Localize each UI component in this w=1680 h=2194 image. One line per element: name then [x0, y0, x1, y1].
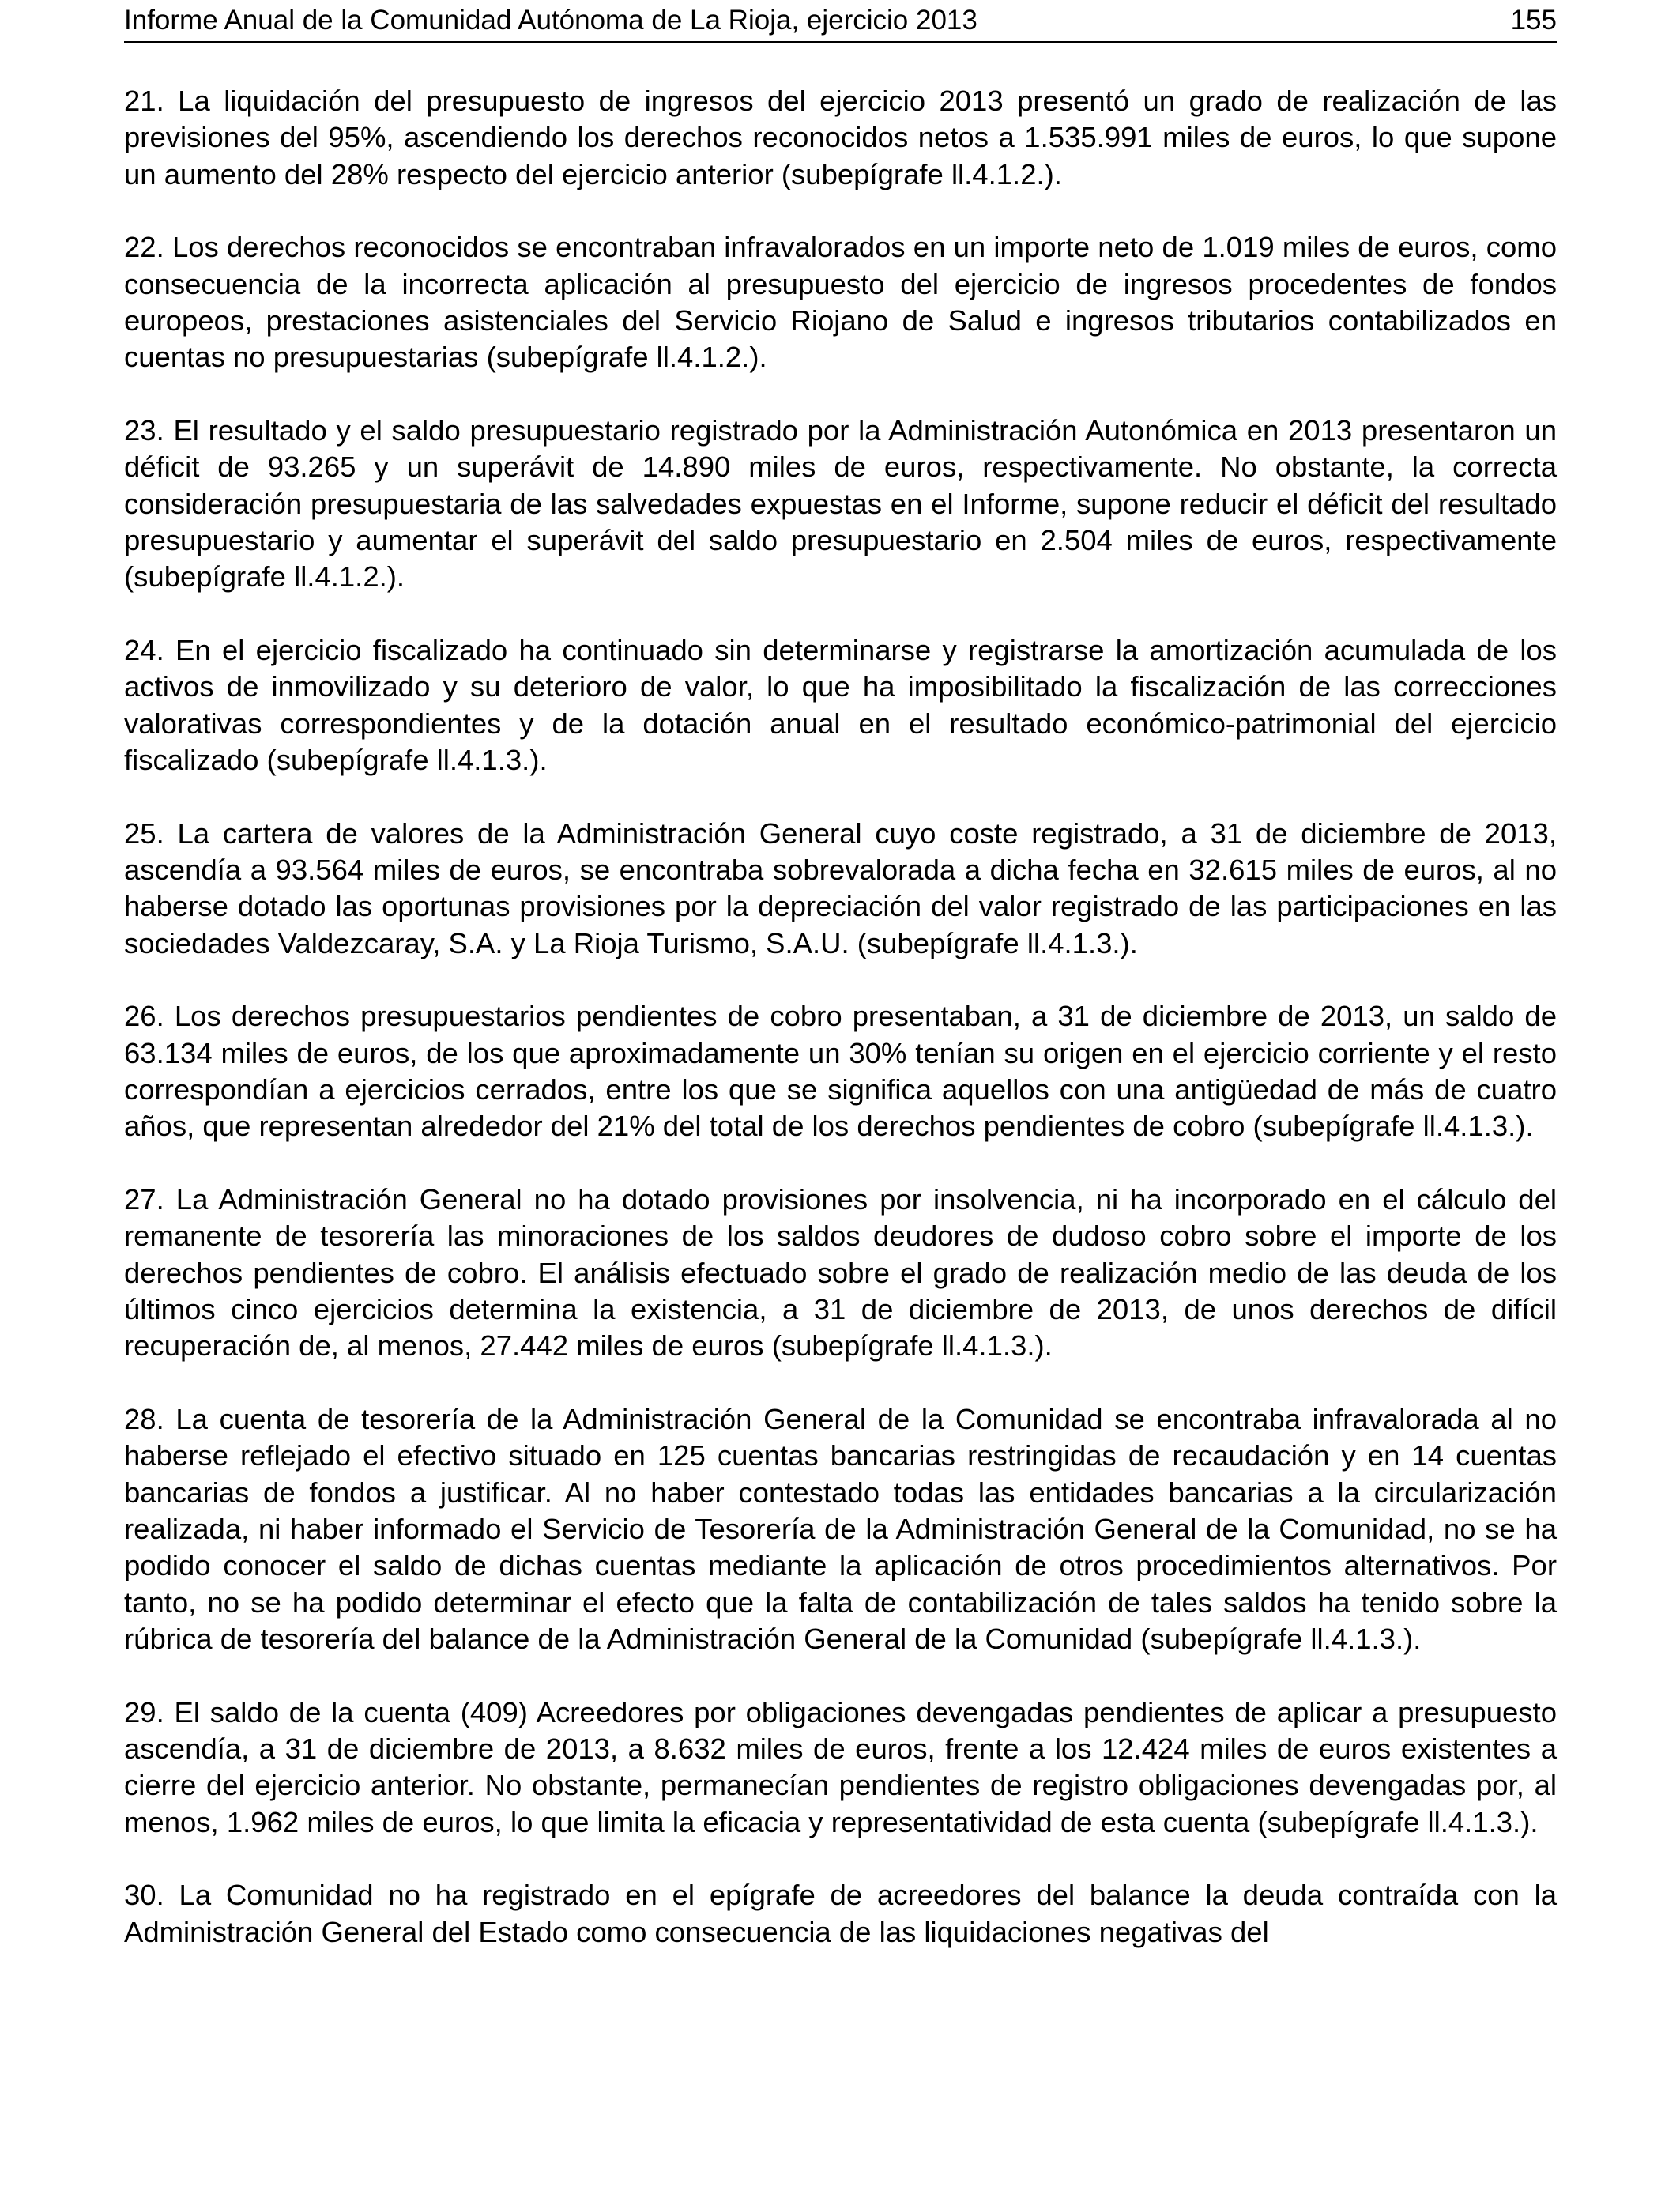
page-header — [124, 3, 1557, 43]
paragraph-23: 23. El resultado y el saldo presupuestario registrado por la Administración Autonómica en 2013 presentaron un déficit de 93.265 y un superávit de 14.890 miles de euros, respectivamente. No obstante, la correcta consideración presupuestaria de las salvedades expuestas en el Informe, supone reducir el déficit del resultado presupuestario y aumentar el superávit del saldo presupuestario en 2.504 miles de euros, respectivamente (subepígrafe ll.4.1.2.). — [124, 414, 1557, 594]
paragraph-30: 30. La Comunidad no ha registrado en el epígrafe de acreedores del balance la deuda contraída con la Administración General del Estado como consecuencia de las liquidaciones negativas del — [124, 1879, 1557, 1948]
page-number: 155 — [1510, 5, 1557, 36]
paragraph-22: 22. Los derechos reconocidos se encontraban infravalorados en un importe neto de 1.019 miles de euros, como consecuencia de la incorrecta aplicación al presupuesto del ejercicio de ingresos procedentes de fondos europeos, prestaciones asistenciales del Servicio Riojano de Salud e ingresos tributarios contabilizados en cuentas no presupuestarias (subepígrafe ll.4.1.2.). — [124, 231, 1557, 374]
paragraph-25: 25. La cartera de valores de la Administración General cuyo coste registrado, a 31 de diciembre de 2013, ascendía a 93.564 miles de euros, se encontraba sobrevalorada a dicha fecha en 32.615 miles de euros, al no haberse dotado las oportunas provisiones por la depreciación del valor registrado de las participaciones en las sociedades Valdezcaray, S.A. y La Rioja Turismo, S.A.U. (subepígrafe ll.4.1.3.). — [124, 816, 1557, 959]
paragraph-24: 24. En el ejercicio fiscalizado ha continuado sin determinarse y registrarse la amortización acumulada de los activos de inmovilizado y su deterioro de valor, lo que ha imposibilitado la fiscalización de las correcciones valorativas correspondientes y de la dotación anual en el resultado económico-patrimonial del ejercicio fiscalizado (subepígrafe ll.4.1.3.). — [124, 634, 1557, 776]
paragraph-29: 29. El saldo de la cuenta (409) Acreedores por obligaciones devengadas pendientes de aplicar a presupuesto ascendía, a 31 de diciembre de 2013, a 8.632 miles de euros, frente a los 12.424 miles de euros existentes a cierre del ejercicio anterior. No obstante, permanecían pendientes de registro obligaciones devengadas por, al menos, 1.962 miles de euros, lo que limita la eficacia y representatividad de esta cuenta (subepígrafe ll.4.1.3.). — [124, 1695, 1557, 1838]
paragraph-28: 28. La cuenta de tesorería de la Administración General de la Comunidad se encontraba infravalorada al no haberse reflejado el efectivo situado en 125 cuentas bancarias restringidas de recaudación y en 14 cuentas bancarias de fondos a justificar. Al no haber contestado todas las entidades bancarias a la circularización realizada, ni haber informado el Servicio de Tesorería de la Administración General de la Comunidad, no se ha podido conocer el saldo de dichas cuentas mediante la aplicación de otros procedimientos alternativos. Por tanto, no se ha podido determinar el efecto que la falta de contabilización de tales saldos ha tenido sobre la rúbrica de tesorería del balance de la Administración General de la Comunidad (subepígrafe ll.4.1.3.). — [124, 1403, 1557, 1655]
paragraph-26: 26. Los derechos presupuestarios pendientes de cobro presentaban, a 31 de diciembre de 2013, un saldo de 63.134 miles de euros, de los que aproximadamente un 30% tenían su origen en el ejercicio corriente y el resto correspondían a ejercicios cerrados, entre los que se significa aquellos con una antigüedad de más de cuatro años, que representan alrededor del 21% del total de los derechos pendientes de cobro (subepígrafe ll.4.1.3.). — [124, 1000, 1557, 1143]
paragraph-27: 27. La Administración General no ha dotado provisiones por insolvencia, ni ha incorporado en el cálculo del remanente de tesorería las minoraciones de los saldos deudores de dudoso cobro sobre el importe de los derechos pendientes de cobro. El análisis efectuado sobre el grado de realización medio de las deuda de los últimos cinco ejercicios determina la existencia, a 31 de diciembre de 2013, de unos derechos de difícil recuperación de, al menos, 27.442 miles de euros (subepígrafe ll.4.1.3.). — [124, 1183, 1557, 1363]
page-body — [124, 83, 1557, 1987]
document-title: Informe Anual de la Comunidad Autónoma de La Rioja, ejercicio 2013 — [124, 5, 977, 36]
paragraph-21: 21. La liquidación del presupuesto de ingresos del ejercicio 2013 presentó un grado de realización de las previsiones del 95%, ascendiendo los derechos reconocidos netos a 1.535.991 miles de euros, lo que supone un aumento del 28% respecto del ejercicio anterior (subepígrafe ll.4.1.2.). — [124, 85, 1557, 190]
